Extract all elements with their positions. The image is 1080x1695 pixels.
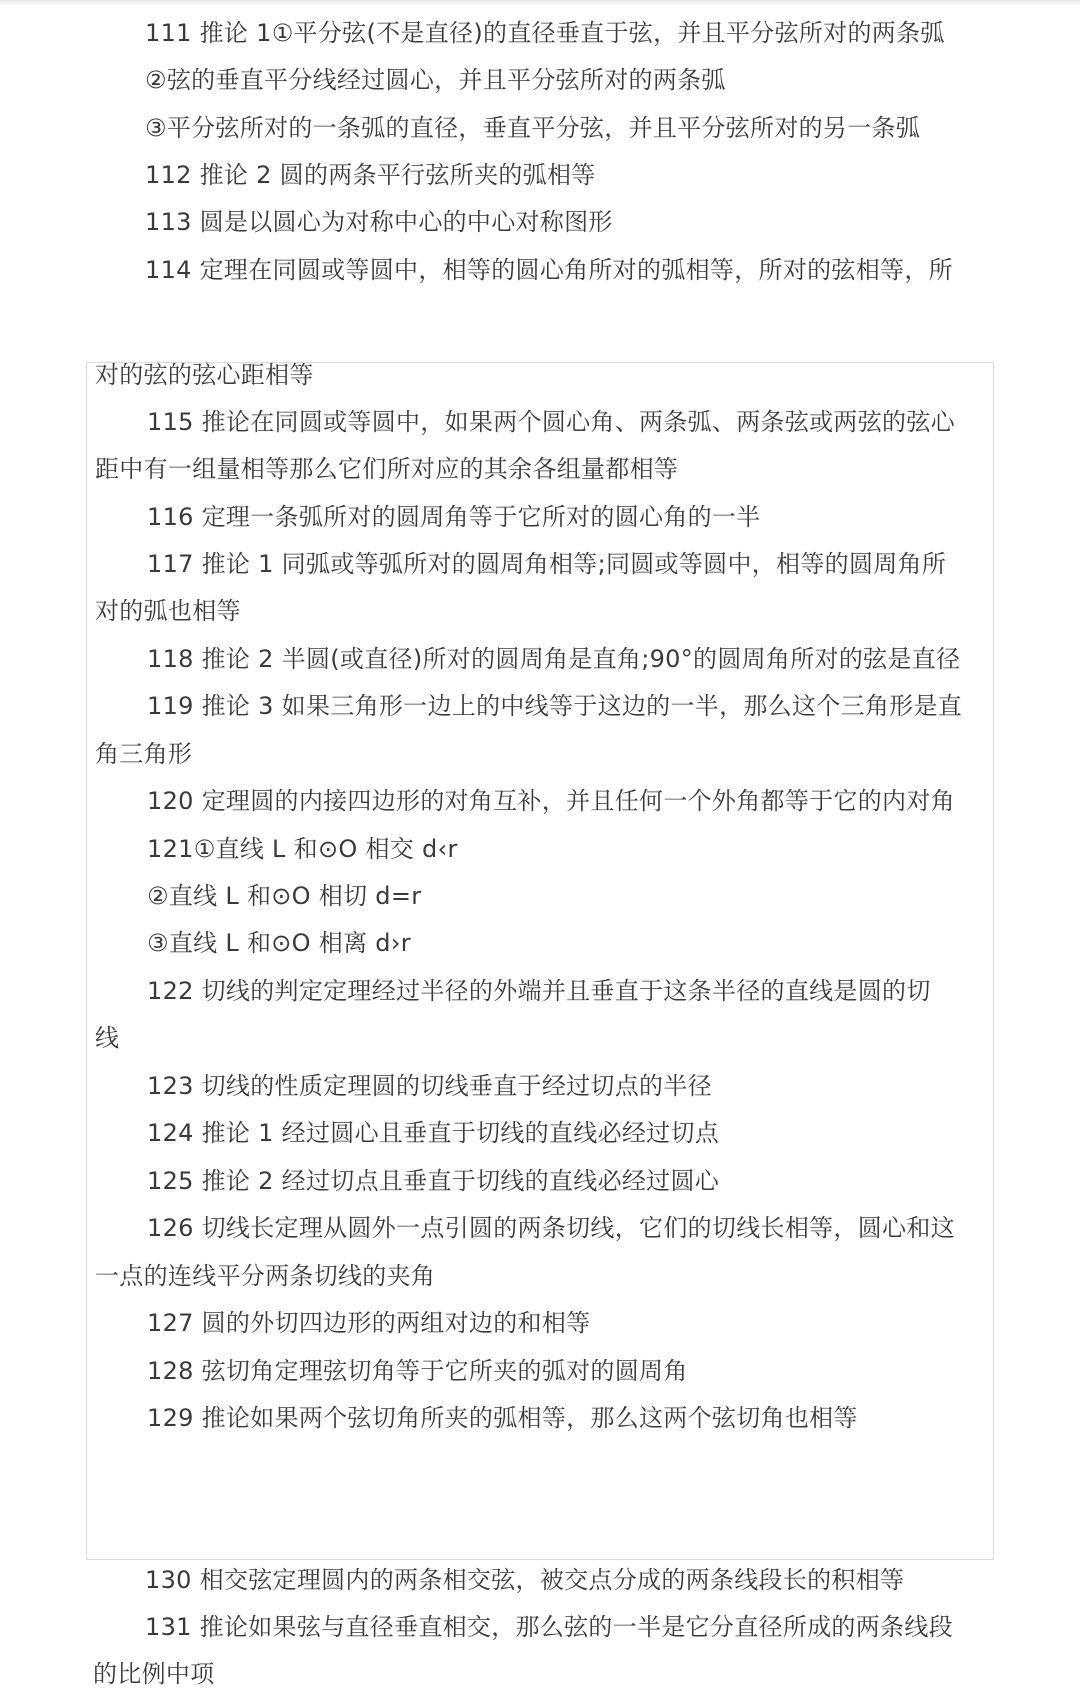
text-line: 距中有一组量相等那么它们所对应的其余各组量都相等 — [95, 455, 679, 483]
text-line: 124 推论 1 经过圆心且垂直于切线的直线必经过切点 — [147, 1119, 720, 1147]
text-line: 对的弧也相等 — [95, 597, 241, 625]
text-line: ②直线 L 和⊙O 相切 d=r — [147, 882, 422, 910]
text-line: 112 推论 2 圆的两条平行弦所夹的弧相等 — [145, 161, 596, 189]
text-line: 116 定理一条弧所对的圆周角等于它所对的圆心角的一半 — [147, 503, 761, 531]
text-line: 115 推论在同圆或等圆中，如果两个圆心角、两条弧、两条弦或两弦的弦心 — [147, 408, 955, 436]
text-line: ③直线 L 和⊙O 相离 d›r — [147, 929, 411, 957]
text-line: 129 推论如果两个弦切角所夹的弧相等，那么这两个弦切角也相等 — [147, 1404, 858, 1432]
text-line: 131 推论如果弦与直径垂直相交，那么弦的一半是它分直径所成的两条线段 — [145, 1613, 953, 1641]
text-line: 113 圆是以圆心为对称中心的中心对称图形 — [145, 208, 613, 236]
text-line: 120 定理圆的内接四边形的对角互补，并且任何一个外角都等于它的内对角 — [147, 787, 955, 815]
text-line: 127 圆的外切四边形的两组对边的和相等 — [147, 1309, 591, 1337]
text-line: 118 推论 2 半圆(或直径)所对的圆周角是直角;90°的圆周角所对的弦是直径 — [147, 645, 961, 673]
text-line: 角三角形 — [95, 740, 193, 768]
text-line: 114 定理在同圆或等圆中，相等的圆心角所对的弧相等，所对的弦相等，所 — [145, 256, 953, 284]
text-line: 122 切线的判定定理经过半径的外端并且垂直于这条半径的直线是圆的切 — [147, 977, 931, 1005]
text-line: 117 推论 1 同弧或等弧所对的圆周角相等;同圆或等圆中，相等的圆周角所 — [147, 550, 947, 578]
text-line: 121①直线 L 和⊙O 相交 d‹r — [147, 835, 458, 863]
text-line: 119 推论 3 如果三角形一边上的中线等于这边的一半，那么这个三角形是直 — [147, 692, 963, 720]
text-line: 123 切线的性质定理圆的切线垂直于经过切点的半径 — [147, 1072, 712, 1100]
text-line: 126 切线长定理从圆外一点引圆的两条切线，它们的切线长相等，圆心和这 — [147, 1214, 955, 1242]
text-line: 线 — [95, 1024, 120, 1052]
text-line: ③平分弦所对的一条弧的直径，垂直平分弦，并且平分弦所对的另一条弧 — [145, 114, 921, 142]
text-line: 125 推论 2 经过切点且垂直于切线的直线必经过圆心 — [147, 1167, 720, 1195]
text-line: 130 相交弦定理圆内的两条相交弦，被交点分成的两条线段长的积相等 — [145, 1566, 905, 1594]
text-line: 一点的连线平分两条切线的夹角 — [95, 1262, 436, 1290]
text-line: 的比例中项 — [93, 1660, 215, 1688]
top-edge-strip — [0, 0, 1080, 6]
text-line: 128 弦切角定理弦切角等于它所夹的弧对的圆周角 — [147, 1357, 688, 1385]
text-line: 111 推论 1①平分弦(不是直径)的直径垂直于弦，并且平分弦所对的两条弧 — [145, 19, 945, 47]
text-line: 对的弦的弦心距相等 — [95, 361, 314, 389]
text-line: ②弦的垂直平分线经过圆心，并且平分弦所对的两条弧 — [145, 66, 726, 94]
